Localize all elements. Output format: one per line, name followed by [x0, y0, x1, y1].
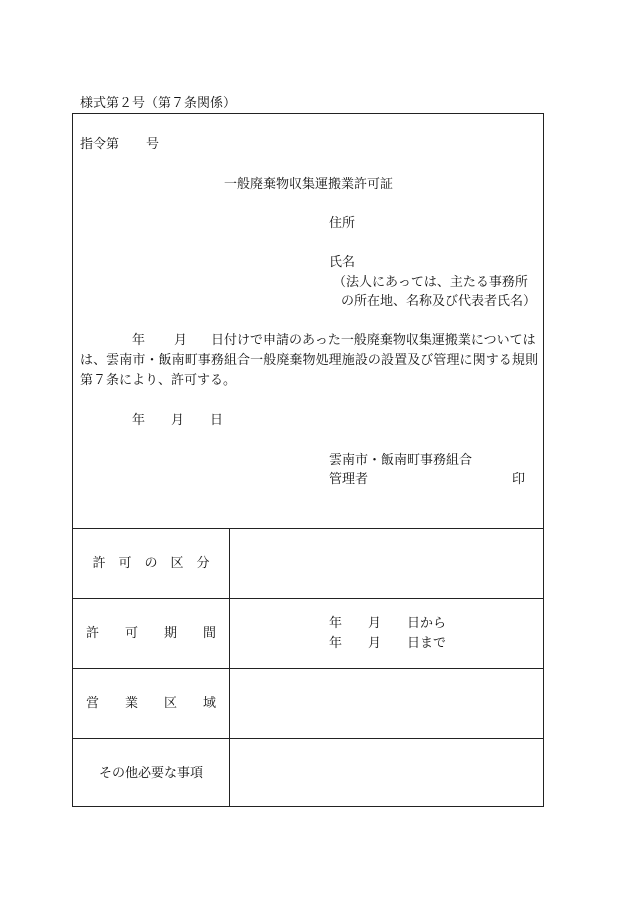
period-to-month: 月	[368, 636, 382, 651]
table-column-divider	[229, 528, 230, 807]
business-area-label: 営 業 区 域	[85, 696, 216, 711]
period-to-day: 日まで	[407, 636, 447, 651]
body-line3: 第７条により、許可する。	[80, 373, 237, 388]
permit-period-label: 許 可 期 間	[85, 626, 216, 641]
issue-month: 月	[171, 413, 185, 428]
body-line1-rest: 日付けで申請のあった一般廃棄物収集運搬業については	[211, 333, 536, 348]
body-line1-year: 年	[132, 333, 146, 348]
period-from-month: 月	[368, 616, 382, 631]
form-number: 様式第２号（第７条関係）	[80, 96, 237, 111]
directive-suffix: 号	[146, 137, 160, 152]
permit-category-label: 許 可 の 区 分	[92, 556, 210, 571]
address-label: 住所	[329, 216, 356, 231]
period-from-year: 年	[329, 616, 343, 631]
seal-mark: 印	[512, 472, 526, 487]
issue-day: 日	[210, 413, 224, 428]
table-row-divider-1	[72, 598, 544, 599]
body-line1-month: 月	[174, 333, 188, 348]
period-from-day: 日から	[407, 616, 447, 631]
issue-year: 年	[132, 413, 146, 428]
issuer-title: 管理者	[329, 472, 369, 487]
corp-note-line1: （法人にあっては、主たる事務所	[333, 275, 528, 290]
period-to-year: 年	[329, 636, 343, 651]
corp-note-line2: の所在地、名称及び代表者氏名）	[341, 294, 537, 309]
other-matters-label: その他必要な事項	[98, 766, 203, 781]
name-label: 氏名	[329, 255, 356, 270]
issuer-organization: 雲南市・飯南町事務組合	[329, 453, 473, 468]
table-row-divider-2	[72, 668, 544, 669]
table-top-divider	[72, 528, 544, 529]
directive-prefix: 指令第	[80, 137, 120, 152]
table-row-divider-3	[72, 738, 544, 739]
body-line2: は、雲南市・飯南町事務組合一般廃棄物処理施設の設置及び管理に関する規則	[80, 353, 538, 368]
document-title: 一般廃棄物収集運搬業許可証	[224, 177, 394, 192]
